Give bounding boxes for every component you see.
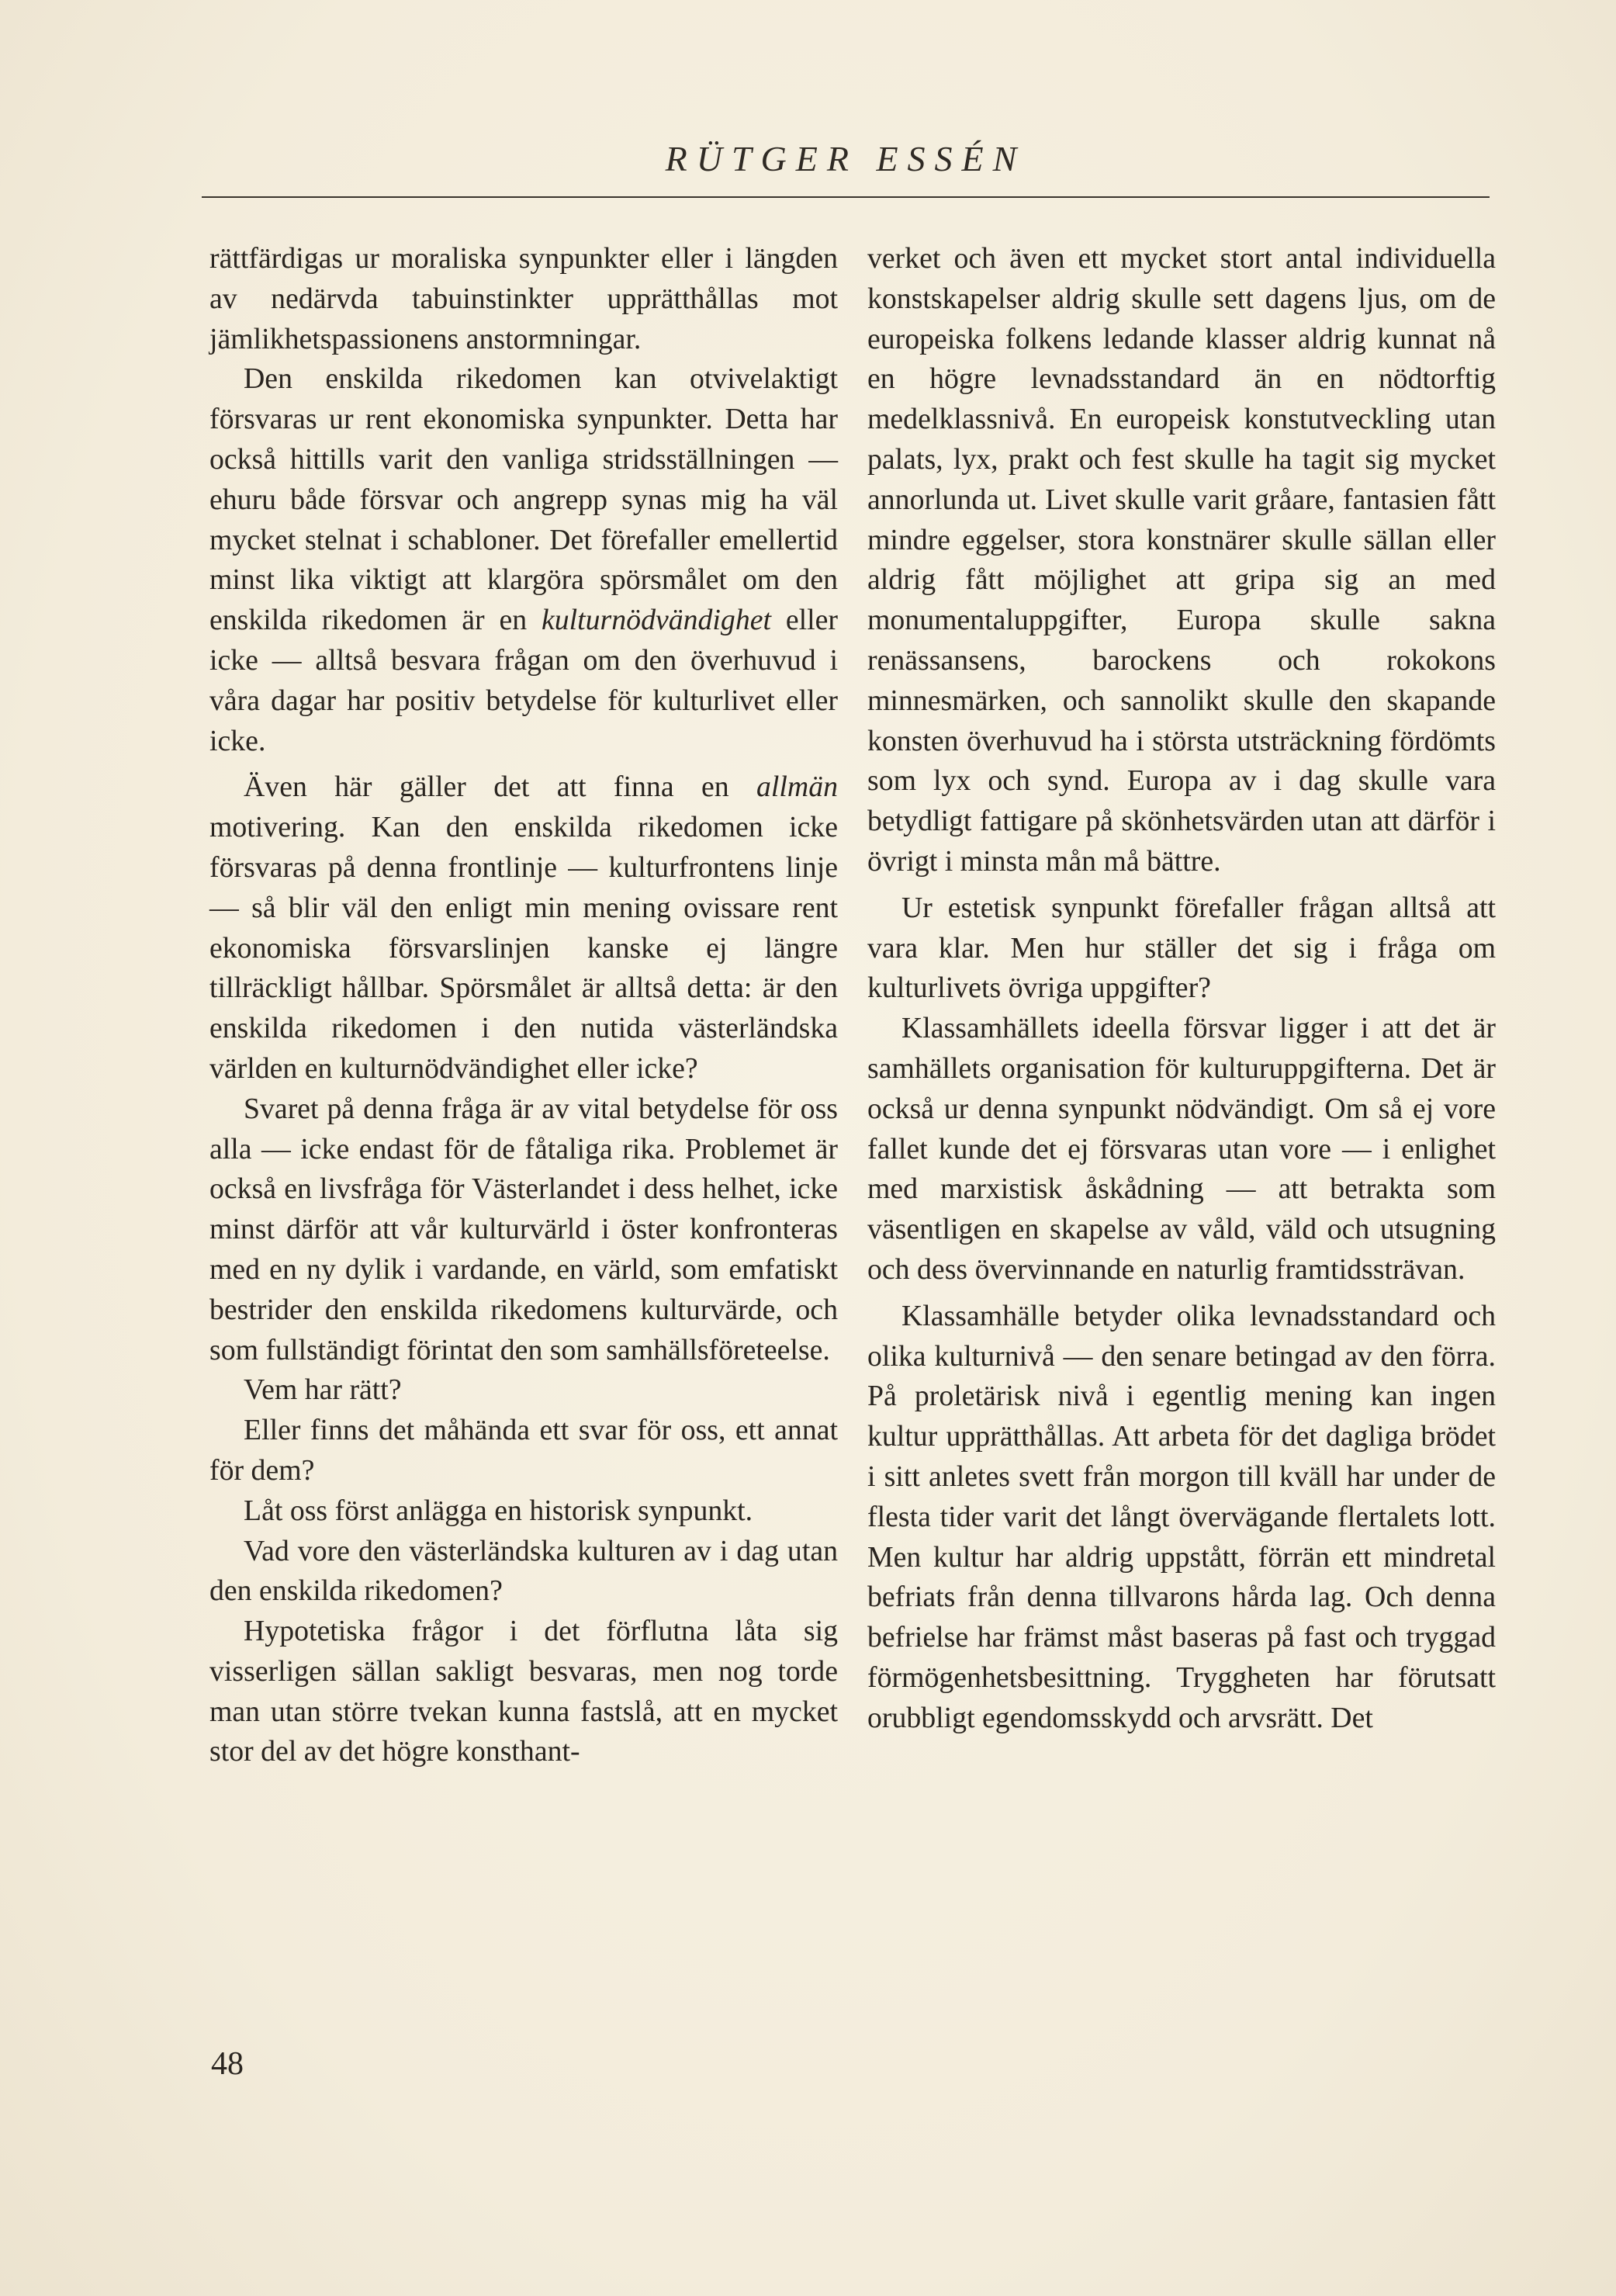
emphasis: kulturnödvändighet: [541, 604, 772, 637]
paragraph: rättfärdigas ur moraliska synpunkter eller i längden av nedärvda tabuinstinkter upprätthållas mot jämlikhetspassionens anstormningar.: [209, 242, 838, 355]
paragraph: Hypotetiska frågor i det förflutna låta sig visserligen sällan sakligt besvaras, men nog torde man utan större tvekan kunna fastslå, att en mycket stor del av det högre konsthant-: [209, 1615, 838, 1768]
running-title: RÜTGER ESSÉN: [665, 139, 1026, 178]
header-rule: [202, 196, 1490, 198]
paragraph: Den enskilda rikedomen kan otvivelaktigt försvaras ur rent ekonomiska synpunkter. Detta har också hittills varit den vanliga stridsställningen — ehuru både försvar och angrepp synas mig ha väl mycket stelnat i schabloner. Det förefaller emellertid minst lika viktigt att klargöra spörsmålet om den enskilda rikedomen är en kulturnödvändighet eller icke — alltså besvara frågan om den överhuvud i våra dagar har positiv betydelse för kulturlivet eller icke.: [209, 362, 838, 757]
page-number: 48: [211, 2046, 244, 2082]
paragraph: verket och även ett mycket stort antal individuella konstskapelser aldrig skulle sett dagens ljus, om de europeiska folkens ledande klasser aldrig kunnat nå en högre levnadsstandard än en nödtorftig medelklassnivå. En europeisk konstutveckling utan palats, lyx, prakt och fest skulle ha tagit sig mycket annorlunda ut. Livet skulle varit gråare, fantasien fått mindre eggelser, stora konstnärer skulle sällan eller aldrig fått möjlighet att gripa sig an med monumentaluppgifter, Europa skulle sakna renässansens, barockens och rokokons minnesmärken, och sannolikt skulle den skapande konsten överhuvud ha i största utsträckning fördömts som lyx och synd. Europa av i dag skulle vara betydligt fattigare på skönhetsvärden utan att därför i övrigt i minsta mån må bättre.: [867, 242, 1496, 878]
right-column: [867, 239, 1496, 1738]
emphasis: allmän: [756, 771, 838, 804]
paragraph: Klassamhälle betyder olika levnadsstandard och olika kulturnivå — den senare betingad av den förra. På proletärisk nivå i egentlig mening kan ingen kultur upprätthållas. Att arbeta för det dagliga brödet i sitt anletes svett från morgon till kväll har under de flesta tider varit det långt övervägande flertalets lott. Men kultur har aldrig uppstått, förrän ett mindretal befriats från denna tillvarons hårda lag. Och denna befrielse har främst måst baseras på fast och tryggad förmögenhetsbesittning. Tryggheten har förutsatt orubbligt egendomsskydd och arvsrätt. Det: [867, 1299, 1496, 1734]
left-column: [209, 239, 838, 1772]
paragraph: Klassamhällets ideella försvar ligger i att det är samhällets organisation för kulturuppgifterna. Det är också ur denna synpunkt nödvändigt. Om så ej vore fallet kunde det ej försvaras utan vore — i enlighet med marxistisk åskådning — att betrakta som väsentligen en skapelse av våld, väld och utsugning och dess övervinnande en naturlig framtidssträvan.: [867, 1012, 1496, 1286]
paragraph: Ur estetisk synpunkt förefaller frågan alltså att vara klar. Men hur ställer det sig i fråga om kulturlivets övriga uppgifter?: [867, 891, 1496, 1005]
paragraph: Vad vore den västerländska kulturen av i dag utan den enskilda rikedomen?: [209, 1534, 838, 1608]
paragraph: Svaret på denna fråga är av vital betydelse för oss alla — icke endast för de fåtaliga rika. Problemet är också en livsfråga för Västerlandet i dess helhet, icke minst därför att vår kulturvärld i öster konfronteras med en ny dylik i vardande, en värld, som emfatiskt bestrider den enskilda rikedomens kulturvärde, och som fullständigt förintat den som samhällsföreteelse.: [209, 1092, 838, 1366]
paragraph: Eller finns det måhända ett svar för oss, ett annat för dem?: [209, 1414, 838, 1487]
paragraph: Låt oss först anlägga en historisk synpunkt.: [244, 1494, 753, 1527]
paragraph: Även här gäller det att finna en allmän motivering. Kan den enskilda rikedomen icke försvaras på denna frontlinje — kulturfrontens linje — så blir väl den enligt min mening ovissare rent ekonomiska försvarslinjen kanske ej längre tillräckligt hållbar. Spörsmålet är alltså detta: är den enskilda rikedomen i den nutida västerländska världen en kulturnödvändighet eller icke?: [209, 771, 838, 1085]
paragraph: Vem har rätt?: [244, 1373, 402, 1407]
